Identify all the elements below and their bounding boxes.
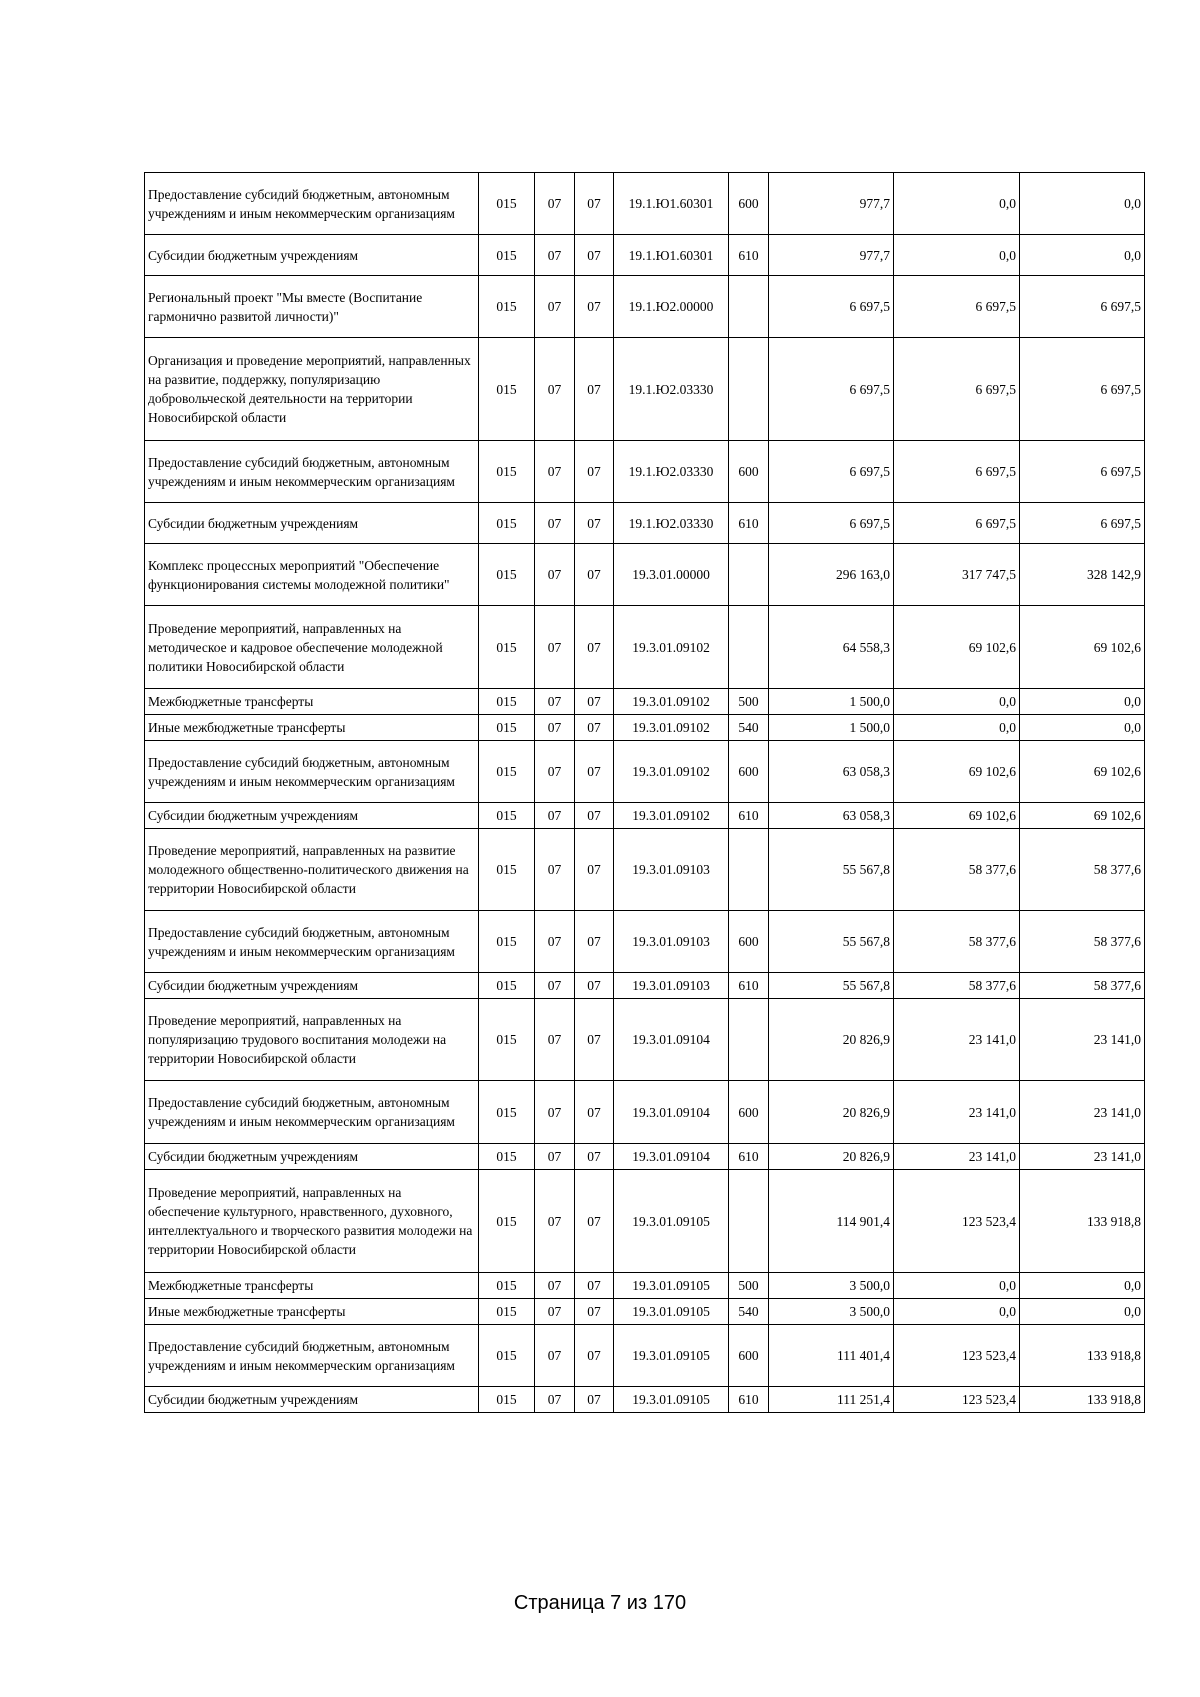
row-ved-code: 015: [479, 235, 535, 276]
row-target-code: 19.3.01.00000: [614, 544, 729, 606]
row-amount-year1: 20 826,9: [769, 1081, 894, 1144]
row-amount-year3: 0,0: [1020, 715, 1145, 741]
row-ved-code: 015: [479, 173, 535, 235]
row-amount-year3: 58 377,6: [1020, 829, 1145, 911]
row-section-code: 07: [535, 544, 575, 606]
row-ved-code: 015: [479, 803, 535, 829]
row-target-code: 19.3.01.09105: [614, 1325, 729, 1387]
row-subsection-code: 07: [575, 606, 614, 689]
row-name: Предоставление субсидий бюджетным, автономным учреждениям и иным некоммерческим организациям: [145, 173, 479, 235]
table-row: [145, 441, 1145, 503]
row-section-code: 07: [535, 1299, 575, 1325]
row-target-code: 19.1.Ю2.00000: [614, 276, 729, 338]
row-name: Субсидии бюджетным учреждениям: [145, 235, 479, 276]
table-row: [145, 276, 1145, 338]
row-subsection-code: 07: [575, 829, 614, 911]
row-ved-code: 015: [479, 503, 535, 544]
row-expense-type: 610: [729, 1387, 769, 1413]
row-amount-year3: 133 918,8: [1020, 1387, 1145, 1413]
row-amount-year2: 69 102,6: [894, 803, 1020, 829]
row-amount-year1: 1 500,0: [769, 689, 894, 715]
row-ved-code: 015: [479, 606, 535, 689]
row-section-code: 07: [535, 999, 575, 1081]
row-subsection-code: 07: [575, 973, 614, 999]
row-amount-year1: 111 251,4: [769, 1387, 894, 1413]
row-subsection-code: 07: [575, 999, 614, 1081]
row-amount-year1: 6 697,5: [769, 276, 894, 338]
table-row: [145, 1170, 1145, 1273]
row-amount-year1: 296 163,0: [769, 544, 894, 606]
budget-table-body: [145, 173, 1145, 1413]
row-expense-type: 600: [729, 1325, 769, 1387]
row-amount-year1: 6 697,5: [769, 441, 894, 503]
row-section-code: 07: [535, 276, 575, 338]
row-subsection-code: 07: [575, 441, 614, 503]
table-row: [145, 689, 1145, 715]
row-subsection-code: 07: [575, 1387, 614, 1413]
row-amount-year3: 23 141,0: [1020, 999, 1145, 1081]
row-amount-year2: 69 102,6: [894, 741, 1020, 803]
page-number: Страница 7 из 170: [513, 1592, 687, 1614]
table-row: [145, 544, 1145, 606]
row-target-code: 19.3.01.09105: [614, 1273, 729, 1299]
row-amount-year3: 58 377,6: [1020, 911, 1145, 973]
row-amount-year3: 23 141,0: [1020, 1144, 1145, 1170]
row-amount-year3: 0,0: [1020, 1273, 1145, 1299]
row-target-code: 19.3.01.09105: [614, 1387, 729, 1413]
row-expense-type: 500: [729, 689, 769, 715]
row-amount-year1: 55 567,8: [769, 973, 894, 999]
row-expense-type: 600: [729, 441, 769, 503]
row-ved-code: 015: [479, 741, 535, 803]
row-name: Субсидии бюджетным учреждениям: [145, 503, 479, 544]
table-row: [145, 1144, 1145, 1170]
row-amount-year2: 6 697,5: [894, 503, 1020, 544]
table-row: [145, 235, 1145, 276]
row-amount-year3: 0,0: [1020, 235, 1145, 276]
row-expense-type: [729, 544, 769, 606]
row-ved-code: 015: [479, 715, 535, 741]
row-subsection-code: 07: [575, 1299, 614, 1325]
row-name: Проведение мероприятий, направленных на развитие молодежного общественно-политического движения на территории Новосибирской области: [145, 829, 479, 911]
row-expense-type: 540: [729, 1299, 769, 1325]
row-expense-type: [729, 829, 769, 911]
row-amount-year1: 6 697,5: [769, 338, 894, 441]
row-name: Региональный проект "Мы вместе (Воспитание гармонично развитой личности)": [145, 276, 479, 338]
row-target-code: 19.3.01.09102: [614, 689, 729, 715]
row-subsection-code: 07: [575, 1325, 614, 1387]
row-name: Межбюджетные трансферты: [145, 1273, 479, 1299]
row-section-code: 07: [535, 606, 575, 689]
row-amount-year3: 23 141,0: [1020, 1081, 1145, 1144]
row-target-code: 19.1.Ю2.03330: [614, 441, 729, 503]
row-section-code: 07: [535, 1325, 575, 1387]
row-ved-code: 015: [479, 1325, 535, 1387]
row-amount-year1: 977,7: [769, 235, 894, 276]
row-expense-type: 500: [729, 1273, 769, 1299]
row-section-code: 07: [535, 689, 575, 715]
row-expense-type: 610: [729, 1144, 769, 1170]
row-target-code: 19.1.Ю1.60301: [614, 173, 729, 235]
row-expense-type: [729, 338, 769, 441]
row-amount-year2: 6 697,5: [894, 338, 1020, 441]
row-section-code: 07: [535, 503, 575, 544]
row-section-code: 07: [535, 741, 575, 803]
row-name: Предоставление субсидий бюджетным, автономным учреждениям и иным некоммерческим организациям: [145, 1081, 479, 1144]
row-target-code: 19.3.01.09104: [614, 1144, 729, 1170]
row-amount-year2: 123 523,4: [894, 1387, 1020, 1413]
row-ved-code: 015: [479, 1144, 535, 1170]
row-expense-type: [729, 606, 769, 689]
row-amount-year2: 317 747,5: [894, 544, 1020, 606]
row-section-code: 07: [535, 911, 575, 973]
row-subsection-code: 07: [575, 235, 614, 276]
table-row: [145, 829, 1145, 911]
row-target-code: 19.3.01.09102: [614, 741, 729, 803]
row-ved-code: 015: [479, 544, 535, 606]
row-target-code: 19.3.01.09102: [614, 803, 729, 829]
table-row: [145, 715, 1145, 741]
row-name: Организация и проведение мероприятий, направленных на развитие, поддержку, популяризацию добровольческой деятельности на территории Новосибирской области: [145, 338, 479, 441]
row-amount-year2: 58 377,6: [894, 973, 1020, 999]
row-amount-year3: 69 102,6: [1020, 741, 1145, 803]
row-amount-year2: 58 377,6: [894, 829, 1020, 911]
row-subsection-code: 07: [575, 276, 614, 338]
table-row: [145, 503, 1145, 544]
budget-table: [144, 172, 1145, 1413]
row-expense-type: 600: [729, 1081, 769, 1144]
row-expense-type: 610: [729, 235, 769, 276]
row-name: Межбюджетные трансферты: [145, 689, 479, 715]
row-name: Комплекс процессных мероприятий "Обеспечение функционирования системы молодежной политики": [145, 544, 479, 606]
row-subsection-code: 07: [575, 1273, 614, 1299]
row-amount-year3: 6 697,5: [1020, 441, 1145, 503]
row-ved-code: 015: [479, 1273, 535, 1299]
row-expense-type: [729, 276, 769, 338]
row-subsection-code: 07: [575, 689, 614, 715]
row-section-code: 07: [535, 1273, 575, 1299]
row-amount-year2: 0,0: [894, 1299, 1020, 1325]
row-amount-year3: 69 102,6: [1020, 606, 1145, 689]
row-section-code: 07: [535, 173, 575, 235]
row-subsection-code: 07: [575, 1081, 614, 1144]
row-amount-year3: 69 102,6: [1020, 803, 1145, 829]
row-amount-year2: 0,0: [894, 1273, 1020, 1299]
row-subsection-code: 07: [575, 803, 614, 829]
row-section-code: 07: [535, 1144, 575, 1170]
row-section-code: 07: [535, 1081, 575, 1144]
table-row: [145, 741, 1145, 803]
row-amount-year2: 6 697,5: [894, 276, 1020, 338]
row-name: Предоставление субсидий бюджетным, автономным учреждениям и иным некоммерческим организациям: [145, 1325, 479, 1387]
row-name: Субсидии бюджетным учреждениям: [145, 803, 479, 829]
row-ved-code: 015: [479, 1170, 535, 1273]
row-target-code: 19.3.01.09105: [614, 1170, 729, 1273]
row-target-code: 19.3.01.09102: [614, 606, 729, 689]
row-expense-type: [729, 1170, 769, 1273]
row-expense-type: 610: [729, 973, 769, 999]
row-name: Иные межбюджетные трансферты: [145, 715, 479, 741]
row-section-code: 07: [535, 715, 575, 741]
row-subsection-code: 07: [575, 741, 614, 803]
row-amount-year1: 977,7: [769, 173, 894, 235]
row-name: Субсидии бюджетным учреждениям: [145, 1144, 479, 1170]
row-amount-year2: 23 141,0: [894, 1081, 1020, 1144]
row-name: Проведение мероприятий, направленных на обеспечение культурного, нравственного, духовного, интеллектуального и творческого развития молодежи на территории Новосибирской области: [145, 1170, 479, 1273]
table-row: [145, 1325, 1145, 1387]
row-section-code: 07: [535, 973, 575, 999]
row-amount-year3: 6 697,5: [1020, 276, 1145, 338]
row-ved-code: 015: [479, 689, 535, 715]
row-amount-year1: 20 826,9: [769, 1144, 894, 1170]
row-amount-year2: 0,0: [894, 235, 1020, 276]
row-ved-code: 015: [479, 829, 535, 911]
row-target-code: 19.3.01.09104: [614, 999, 729, 1081]
table-row: [145, 803, 1145, 829]
row-amount-year3: 133 918,8: [1020, 1325, 1145, 1387]
row-target-code: 19.3.01.09102: [614, 715, 729, 741]
row-amount-year2: 0,0: [894, 689, 1020, 715]
row-expense-type: 540: [729, 715, 769, 741]
row-expense-type: 610: [729, 803, 769, 829]
row-amount-year1: 111 401,4: [769, 1325, 894, 1387]
table-row: [145, 973, 1145, 999]
row-subsection-code: 07: [575, 173, 614, 235]
row-amount-year1: 63 058,3: [769, 803, 894, 829]
table-row: [145, 1273, 1145, 1299]
row-amount-year3: 0,0: [1020, 1299, 1145, 1325]
row-ved-code: 015: [479, 276, 535, 338]
row-expense-type: 600: [729, 911, 769, 973]
row-amount-year3: 0,0: [1020, 173, 1145, 235]
row-ved-code: 015: [479, 1299, 535, 1325]
row-subsection-code: 07: [575, 338, 614, 441]
row-amount-year3: 0,0: [1020, 689, 1145, 715]
table-row: [145, 173, 1145, 235]
row-amount-year3: 6 697,5: [1020, 503, 1145, 544]
row-name: Субсидии бюджетным учреждениям: [145, 1387, 479, 1413]
row-expense-type: [729, 999, 769, 1081]
row-expense-type: 610: [729, 503, 769, 544]
row-amount-year1: 6 697,5: [769, 503, 894, 544]
row-subsection-code: 07: [575, 911, 614, 973]
row-target-code: 19.3.01.09103: [614, 829, 729, 911]
row-ved-code: 015: [479, 999, 535, 1081]
row-amount-year2: 69 102,6: [894, 606, 1020, 689]
row-target-code: 19.3.01.09105: [614, 1299, 729, 1325]
row-amount-year2: 23 141,0: [894, 1144, 1020, 1170]
row-ved-code: 015: [479, 441, 535, 503]
row-amount-year2: 58 377,6: [894, 911, 1020, 973]
row-name: Субсидии бюджетным учреждениям: [145, 973, 479, 999]
row-amount-year2: 123 523,4: [894, 1170, 1020, 1273]
row-ved-code: 015: [479, 973, 535, 999]
table-row: [145, 911, 1145, 973]
row-section-code: 07: [535, 829, 575, 911]
row-name: Проведение мероприятий, направленных на популяризацию трудового воспитания молодежи на территории Новосибирской области: [145, 999, 479, 1081]
row-section-code: 07: [535, 803, 575, 829]
row-name: Проведение мероприятий, направленных на методическое и кадровое обеспечение молодежной политики Новосибирской области: [145, 606, 479, 689]
row-target-code: 19.3.01.09103: [614, 911, 729, 973]
row-section-code: 07: [535, 1170, 575, 1273]
row-section-code: 07: [535, 441, 575, 503]
row-section-code: 07: [535, 338, 575, 441]
row-amount-year1: 55 567,8: [769, 911, 894, 973]
row-ved-code: 015: [479, 1081, 535, 1144]
row-amount-year1: 63 058,3: [769, 741, 894, 803]
row-name: Предоставление субсидий бюджетным, автономным учреждениям и иным некоммерческим организациям: [145, 441, 479, 503]
table-row: [145, 1299, 1145, 1325]
row-name: Предоставление субсидий бюджетным, автономным учреждениям и иным некоммерческим организациям: [145, 741, 479, 803]
row-subsection-code: 07: [575, 1144, 614, 1170]
row-ved-code: 015: [479, 911, 535, 973]
row-target-code: 19.1.Ю2.03330: [614, 503, 729, 544]
row-amount-year2: 123 523,4: [894, 1325, 1020, 1387]
row-amount-year1: 1 500,0: [769, 715, 894, 741]
row-subsection-code: 07: [575, 1170, 614, 1273]
row-target-code: 19.3.01.09103: [614, 973, 729, 999]
row-amount-year2: 0,0: [894, 173, 1020, 235]
row-amount-year2: 6 697,5: [894, 441, 1020, 503]
row-amount-year1: 114 901,4: [769, 1170, 894, 1273]
row-amount-year1: 20 826,9: [769, 999, 894, 1081]
row-section-code: 07: [535, 235, 575, 276]
row-amount-year3: 328 142,9: [1020, 544, 1145, 606]
row-name: Иные межбюджетные трансферты: [145, 1299, 479, 1325]
table-row: [145, 999, 1145, 1081]
row-amount-year2: 0,0: [894, 715, 1020, 741]
row-subsection-code: 07: [575, 503, 614, 544]
row-amount-year3: 58 377,6: [1020, 973, 1145, 999]
row-ved-code: 015: [479, 1387, 535, 1413]
table-row: [145, 1081, 1145, 1144]
row-amount-year2: 23 141,0: [894, 999, 1020, 1081]
row-subsection-code: 07: [575, 715, 614, 741]
row-target-code: 19.1.Ю1.60301: [614, 235, 729, 276]
row-amount-year1: 55 567,8: [769, 829, 894, 911]
table-row: [145, 1387, 1145, 1413]
row-amount-year1: 3 500,0: [769, 1273, 894, 1299]
table-row: [145, 606, 1145, 689]
row-amount-year3: 6 697,5: [1020, 338, 1145, 441]
row-amount-year1: 64 558,3: [769, 606, 894, 689]
table-row: [145, 338, 1145, 441]
row-subsection-code: 07: [575, 544, 614, 606]
row-ved-code: 015: [479, 338, 535, 441]
row-target-code: 19.1.Ю2.03330: [614, 338, 729, 441]
row-name: Предоставление субсидий бюджетным, автономным учреждениям и иным некоммерческим организациям: [145, 911, 479, 973]
row-section-code: 07: [535, 1387, 575, 1413]
row-target-code: 19.3.01.09104: [614, 1081, 729, 1144]
row-expense-type: 600: [729, 173, 769, 235]
row-amount-year3: 133 918,8: [1020, 1170, 1145, 1273]
row-amount-year1: 3 500,0: [769, 1299, 894, 1325]
row-expense-type: 600: [729, 741, 769, 803]
